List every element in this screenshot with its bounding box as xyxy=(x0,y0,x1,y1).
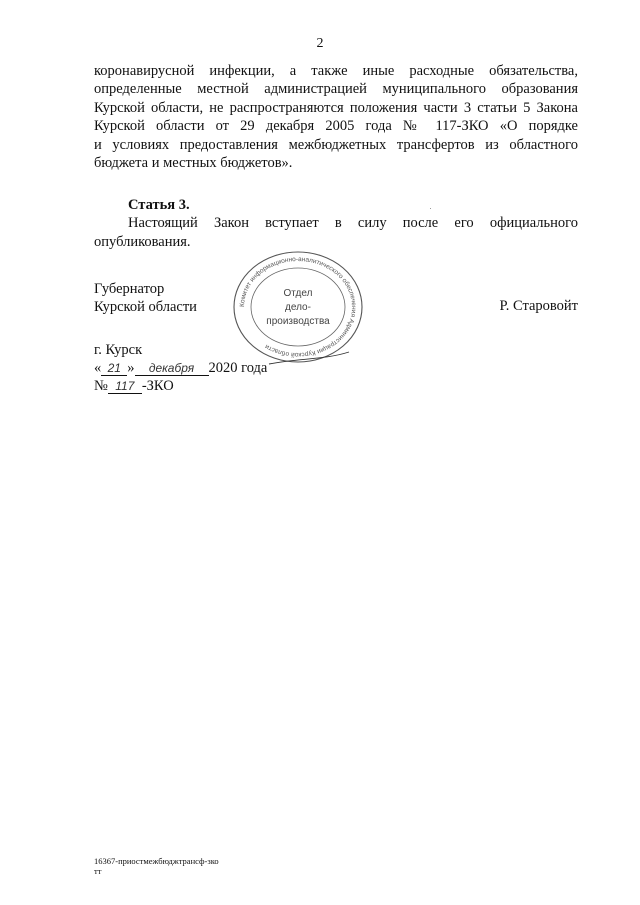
place: г. Курск xyxy=(94,342,143,358)
footer-line-1: 16367-приостмежбюджтрансф-зко xyxy=(94,856,219,866)
paragraph-line: бюджета и местных бюджетов». xyxy=(94,155,293,172)
date-line xyxy=(94,360,267,377)
date-year: 2020 года xyxy=(208,360,268,376)
position-line-1: Губернатор xyxy=(94,281,165,297)
stamp-ring-text: Комитет информационно-аналитического обеспечения Администрации Курской области xyxy=(238,255,358,359)
number-prefix: № xyxy=(94,378,108,394)
paragraph-line: определенные местной администрацией муниципального образования xyxy=(94,81,578,98)
footer-code xyxy=(94,856,219,876)
law-number: 117 xyxy=(108,380,142,394)
article-title: Статья 3. xyxy=(128,197,190,213)
article-text: Настоящий Закон вступает в силу после его официального опубликования. xyxy=(94,215,578,250)
stamp-center-line-3: производства xyxy=(266,316,330,327)
article-3 xyxy=(94,196,578,251)
date-month: декабря xyxy=(135,362,209,376)
continuation-paragraph xyxy=(94,62,578,172)
date-day: 21 xyxy=(101,362,127,376)
stamp-center-line-1: Отдел xyxy=(283,288,313,299)
official-stamp xyxy=(229,248,367,366)
law-number-line xyxy=(94,378,174,395)
date-open-quote: « xyxy=(94,360,102,376)
number-suffix: -ЗКО xyxy=(141,378,174,394)
date-close-quote: » xyxy=(127,360,135,376)
governor-name: Р. Старовойт xyxy=(499,298,578,314)
paragraph-line: коронавирусной инфекции, а также иные расходные обязательства, xyxy=(94,63,578,79)
paragraph-line: и условиях предоставления межбюджетных трансфертов из областного xyxy=(94,136,578,153)
paragraph-line: Курской области от 29 декабря 2005 года № 117-ЗКО «О порядке xyxy=(94,118,578,135)
footer-line-2: тт xyxy=(94,866,102,876)
page-number: 2 xyxy=(316,36,324,51)
position-line-2: Курской области xyxy=(94,299,197,316)
stamp-center-line-2: дело- xyxy=(285,302,311,313)
paragraph-line: Курской области, не распространяются положения части 3 статьи 5 Закона xyxy=(94,99,578,116)
